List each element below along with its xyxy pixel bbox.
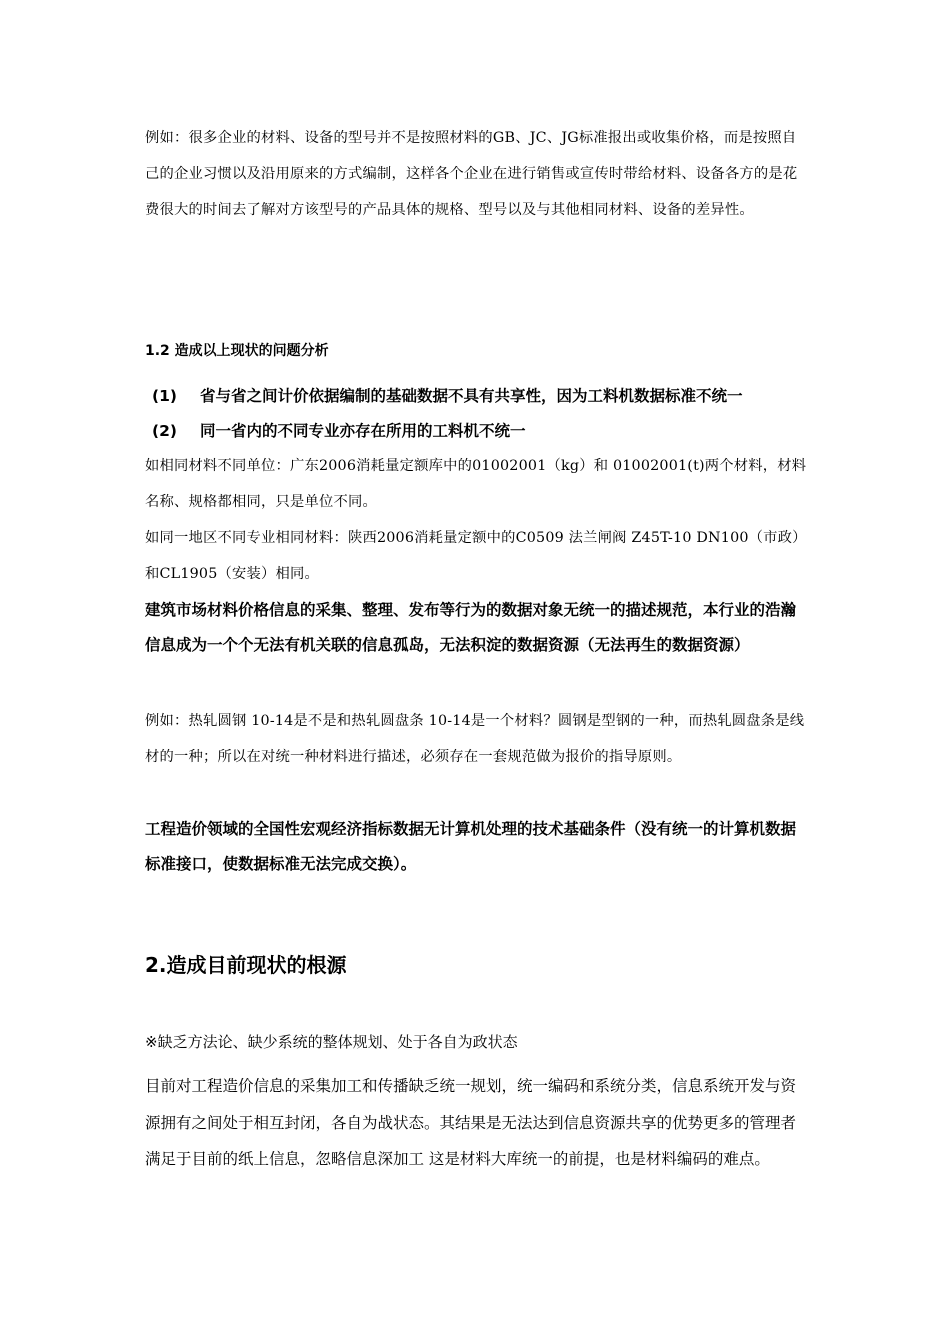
list-item-2 <box>152 421 812 441</box>
list-item-1 <box>152 386 812 406</box>
paragraph-bold-info-island: 建筑市场材料价格信息的采集、整理、发布等行为的数据对象无统一的描述规范，本行业的浩瀚信息成为一个个无法有机关联的信息孤岛，无法积淀的数据资源（无法再生的数据资源） <box>145 601 797 654</box>
paragraph-example-unit: 如相同材料不同单位：广东2006消耗量定额库中的01002001（kg）和 01002001(t)两个材料，材料名称、规格都相同，只是单位不同。 <box>145 458 807 510</box>
paragraph-root-cause: 目前对工程造价信息的采集加工和传播缺乏统一规划，统一编码和系统分类，信息系统开发与资源拥有之间处于相互封闭，各自为战状态。其结果是无法达到信息资源共享的优势更多的管理者满足于目前的纸上信息，忽略信息深加工 这是材料大库统一的前提，也是材料编码的难点。 <box>145 1077 797 1168</box>
section-subheading: ※缺乏方法论、缺少系统的整体规划、处于各自为政状态 <box>145 1033 518 1051</box>
paragraph-example-same-material: 如同一地区不同专业相同材料：陕西2006消耗量定额中的C0509 法兰闸阀 Z45T-10 DN100（市政）和CL1905（安装）相同。 <box>145 530 807 582</box>
list-item-text: 同一省内的不同专业亦存在所用的工料机不统一 <box>200 422 526 440</box>
list-item-text: 省与省之间计价依据编制的基础数据不具有共享性，因为工料机数据标准不统一 <box>200 387 743 405</box>
section-heading-2: 2.造成目前现状的根源 <box>145 953 347 977</box>
paragraph-intro-example: 例如：很多企业的材料、设备的型号并不是按照材料的GB、JC、JG标准报出或收集价格，而是按照自己的企业习惯以及沿用原来的方式编制，这样各个企业在进行销售或宣传时带给材料、设备各方的是花费很大的时间去了解对方该型号的产品具体的规格、型号以及与其他相同材料、设备的差异性。 <box>145 130 798 218</box>
paragraph-example-steel: 例如：热轧圆钢 10-14是不是和热轧圆盘条 10-14是一个材料？圆钢是型钢的一种，而热轧圆盘条是线材的一种；所以在对统一种材料进行描述，必须存在一套规范做为报价的指导原则。 <box>145 713 805 765</box>
list-item-number: (2) <box>152 422 177 440</box>
paragraph-bold-no-standard: 工程造价领域的全国性宏观经济指标数据无计算机处理的技术基础条件（没有统一的计算机数据标准接口，使数据标准无法完成交换）。 <box>145 820 797 873</box>
section-heading-1-2: 1.2 造成以上现状的问题分析 <box>145 343 329 359</box>
list-item-number: (1) <box>152 387 177 405</box>
